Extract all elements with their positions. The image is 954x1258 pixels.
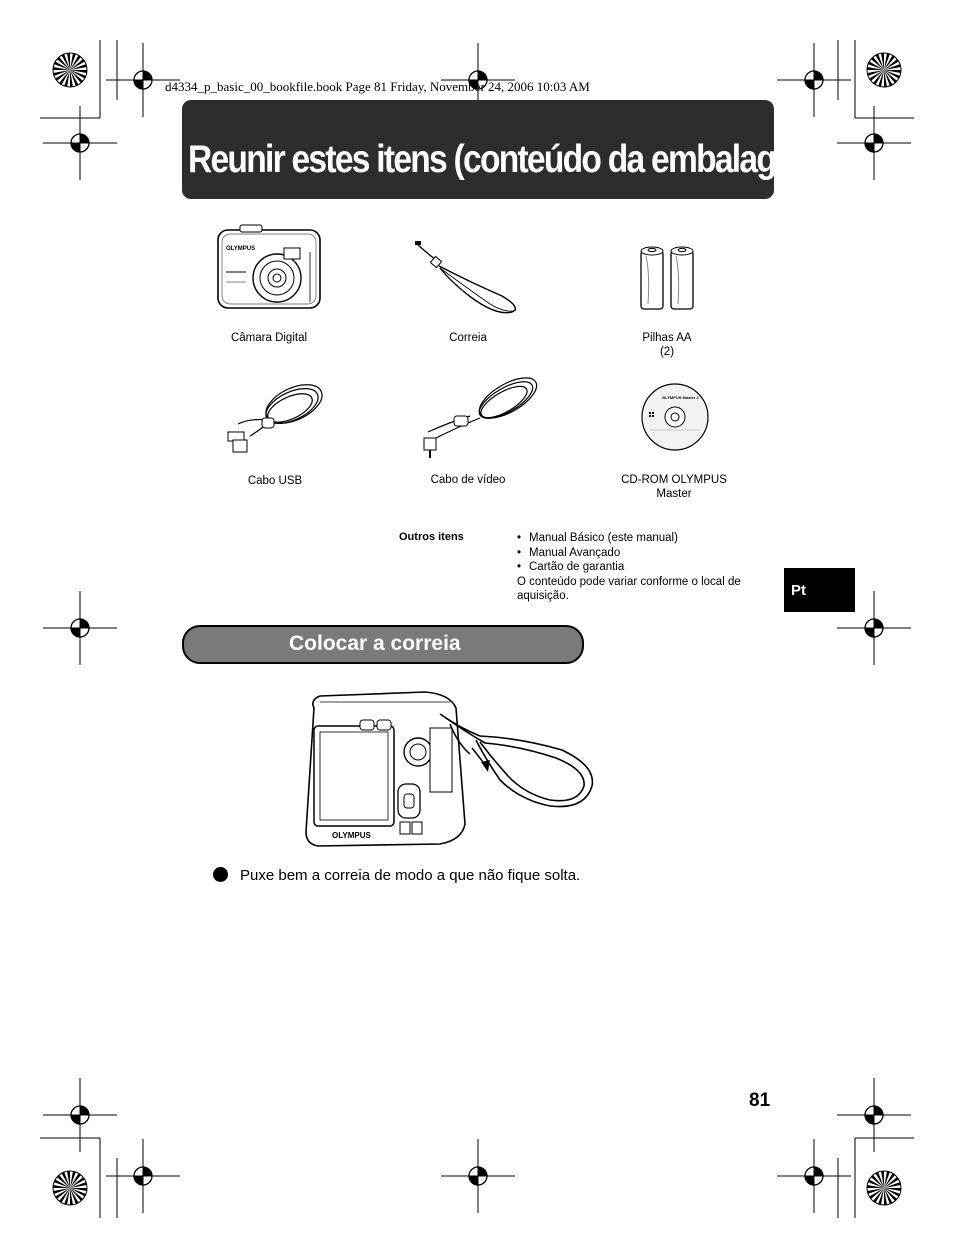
olympus-logo: OLYMPUS (332, 831, 371, 840)
cdrom-label-2: Master (656, 488, 692, 500)
instruction-text: Puxe bem a correia de modo a que não fique solta. (240, 867, 581, 884)
other-items-label: Outros itens (399, 531, 464, 543)
cdrom-label: CD-ROM OLYMPUS (621, 474, 727, 486)
section-heading-pill (182, 625, 584, 664)
starburst-target-icon (867, 1171, 901, 1205)
digital-camera-icon (214, 222, 324, 314)
other-items-note-2: aquisição. (517, 590, 569, 603)
item-caption-strap: Correia (449, 332, 487, 344)
registration-mark-icon (441, 1139, 515, 1213)
list-item: • Manual Avançado (517, 546, 767, 561)
cd-rom-icon (640, 382, 710, 452)
section-heading: Colocar a correia (289, 632, 461, 655)
registration-mark-icon (837, 106, 911, 180)
other-items-note: O conteúdo pode variar conforme o local de (517, 575, 741, 588)
list-item: • Manual Básico (este manual) (517, 531, 767, 546)
item-caption-video: Cabo de vídeo (430, 474, 506, 486)
starburst-target-icon (53, 1171, 87, 1205)
starburst-target-icon (53, 53, 87, 87)
video-cable-icon (410, 376, 542, 458)
batteries-qty: (2) (659, 346, 675, 358)
list-item: • Cartão de garantia (517, 560, 767, 575)
title-banner (182, 100, 821, 199)
item-caption-cdrom (604, 473, 744, 501)
strap-attach-illustration (300, 688, 600, 853)
page-number: 81 (749, 1090, 771, 1111)
item-caption-batteries (617, 331, 717, 359)
registration-mark-icon (43, 106, 117, 180)
file-header-line: d4334_p_basic_00_bookfile.book Page 81 Friday, November 24, 2006 10:03 AM (165, 79, 590, 94)
registration-mark-icon (837, 1078, 911, 1152)
registration-mark-icon (43, 1078, 117, 1152)
language-tab (784, 568, 855, 612)
aa-batteries-icon (638, 244, 698, 312)
svg-text:OLYMPUS Master 2: OLYMPUS Master 2 (662, 395, 699, 400)
item-caption-camera: Câmara Digital (230, 332, 308, 344)
usb-cable-icon (220, 378, 330, 458)
strap-icon (412, 238, 524, 316)
registration-mark-icon (777, 43, 851, 117)
starburst-target-icon (867, 53, 901, 87)
item-caption-usb: Cabo USB (247, 475, 303, 487)
bullet-icon (213, 867, 228, 882)
registration-mark-icon (777, 1139, 851, 1213)
other-items-list (517, 531, 767, 604)
language-tab-label: Pt (791, 582, 806, 599)
svg-text:OLYMPUS: OLYMPUS (226, 246, 256, 252)
batteries-label: Pilhas AA (642, 332, 692, 344)
page-title: Reunir estes itens (conteúdo da embalagen) (188, 138, 821, 181)
registration-mark-icon (43, 591, 117, 665)
